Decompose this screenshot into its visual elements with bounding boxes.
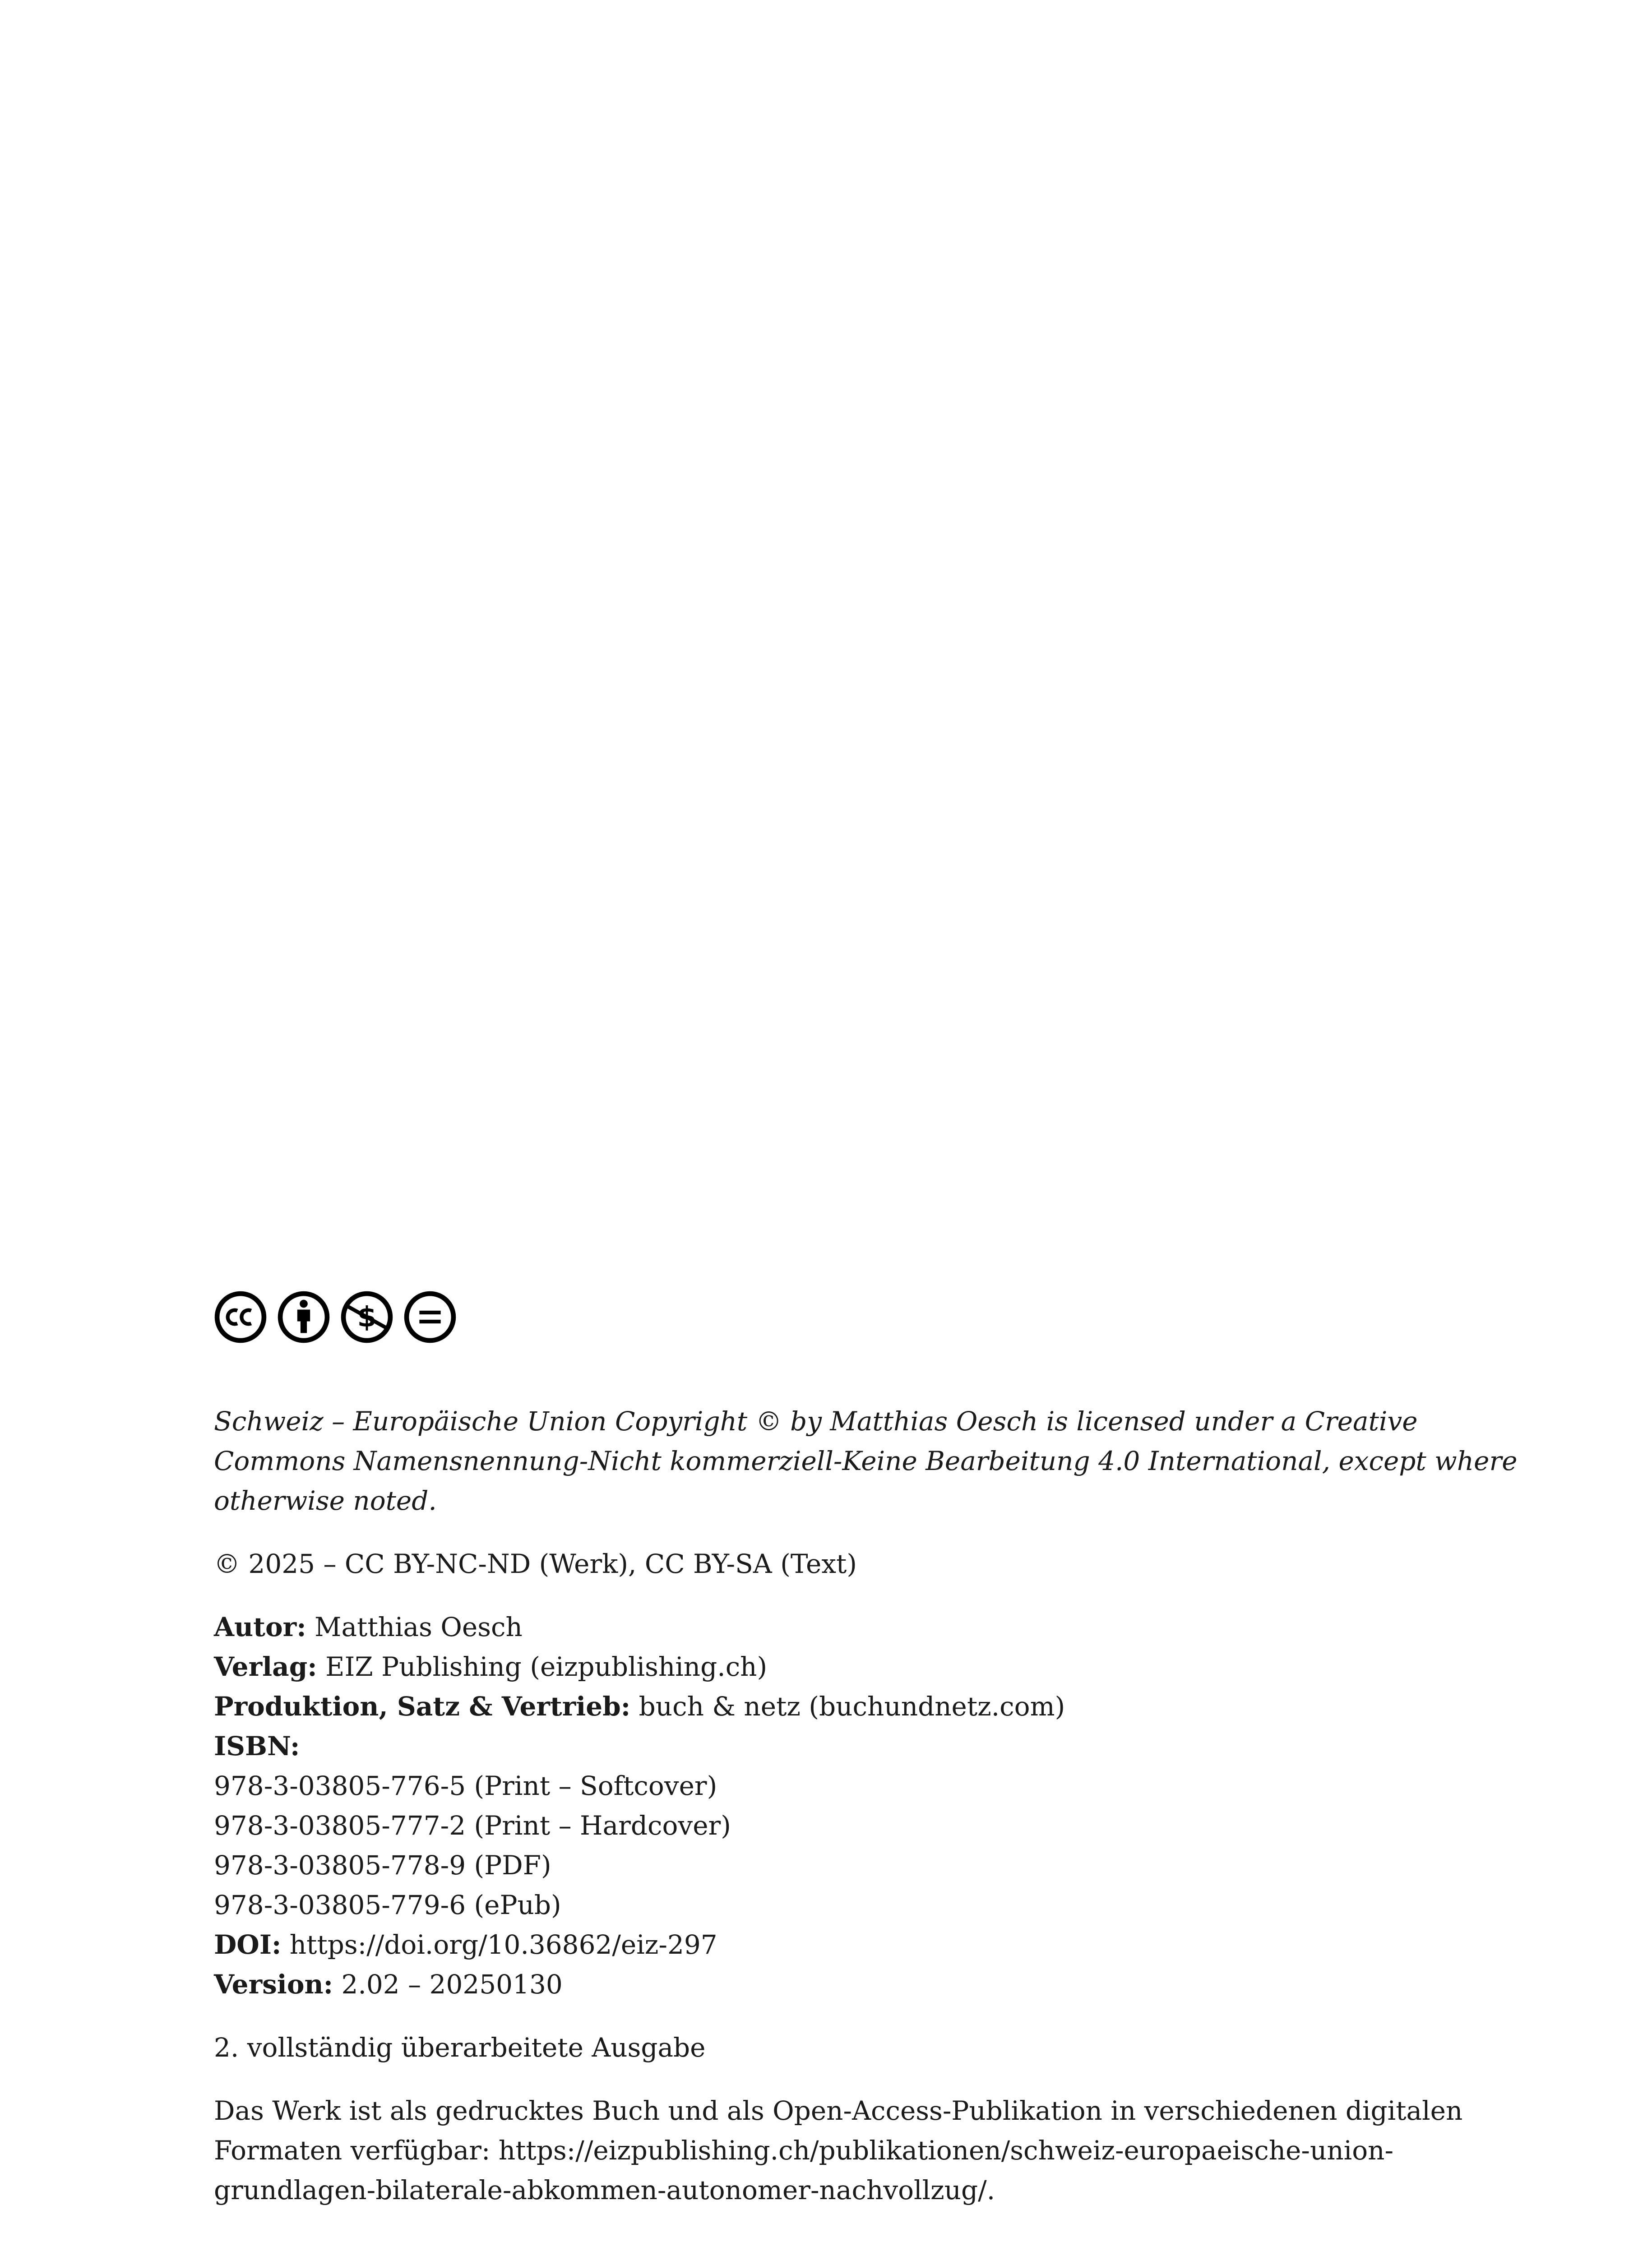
author-label: Autor: <box>214 1612 306 1642</box>
nc-noncommercial-icon <box>340 1290 393 1344</box>
author-line <box>214 1607 1522 1647</box>
doi-value: https://doi.org/10.36862/eiz-297 <box>281 1929 717 1960</box>
isbn-pdf: 978-3-03805-778-9 (PDF) <box>214 1850 551 1881</box>
isbn-epub: 978-3-03805-779-6 (ePub) <box>214 1890 561 1920</box>
imprint-block <box>214 1290 1522 2233</box>
cc-icon <box>214 1290 267 1344</box>
publisher-label: Verlag: <box>214 1651 317 1682</box>
license-icons <box>214 1290 1522 1344</box>
production-value: buch & netz (buchundnetz.com) <box>630 1691 1065 1722</box>
version-line <box>214 1965 1522 2004</box>
nd-noderivatives-icon <box>403 1290 457 1344</box>
license-statement: Schweiz – Europäische Union Copyright © by Matthias Oesch is licensed under a Creative Commons Namensnennung-Nicht kommerziell-Keine Bearbeitung 4.0 International, except where otherwise noted. <box>214 1406 1518 1516</box>
doi-line <box>214 1925 1522 1965</box>
publisher-line <box>214 1647 1522 1687</box>
version-value: 2.02 – 20250130 <box>333 1969 563 2000</box>
isbn-label: ISBN: <box>214 1731 300 1761</box>
version-label: Version: <box>214 1969 333 2000</box>
publication-details <box>214 1607 1522 2004</box>
by-attribution-icon <box>277 1290 330 1344</box>
doi-label: DOI: <box>214 1929 282 1960</box>
publisher-value: EIZ Publishing (eizpublishing.ch) <box>317 1651 768 1682</box>
production-line <box>214 1687 1522 1726</box>
availability-note: Das Werk ist als gedrucktes Buch und als Open-Access-Publikation in verschiedenen digitalen Formaten verfügbar: https://eizpublishing.ch/publikationen/schweiz-europaeische-union-grundlagen-bilaterale-abkommen-autonomer-nachvollzug/. <box>214 2095 1463 2205</box>
production-label: Produktion, Satz & Vertrieb: <box>214 1691 631 1722</box>
copyright-line: © 2025 – CC BY-NC-ND (Werk), CC BY-SA (Text) <box>214 1549 857 1579</box>
author-value: Matthias Oesch <box>306 1612 523 1642</box>
edition-note: 2. vollständig überarbeitete Ausgabe <box>214 2032 706 2063</box>
svg-text:$: $ <box>357 1301 377 1334</box>
isbn-softcover: 978-3-03805-776-5 (Print – Softcover) <box>214 1771 717 1801</box>
isbn-hardcover: 978-3-03805-777-2 (Print – Hardcover) <box>214 1810 731 1841</box>
